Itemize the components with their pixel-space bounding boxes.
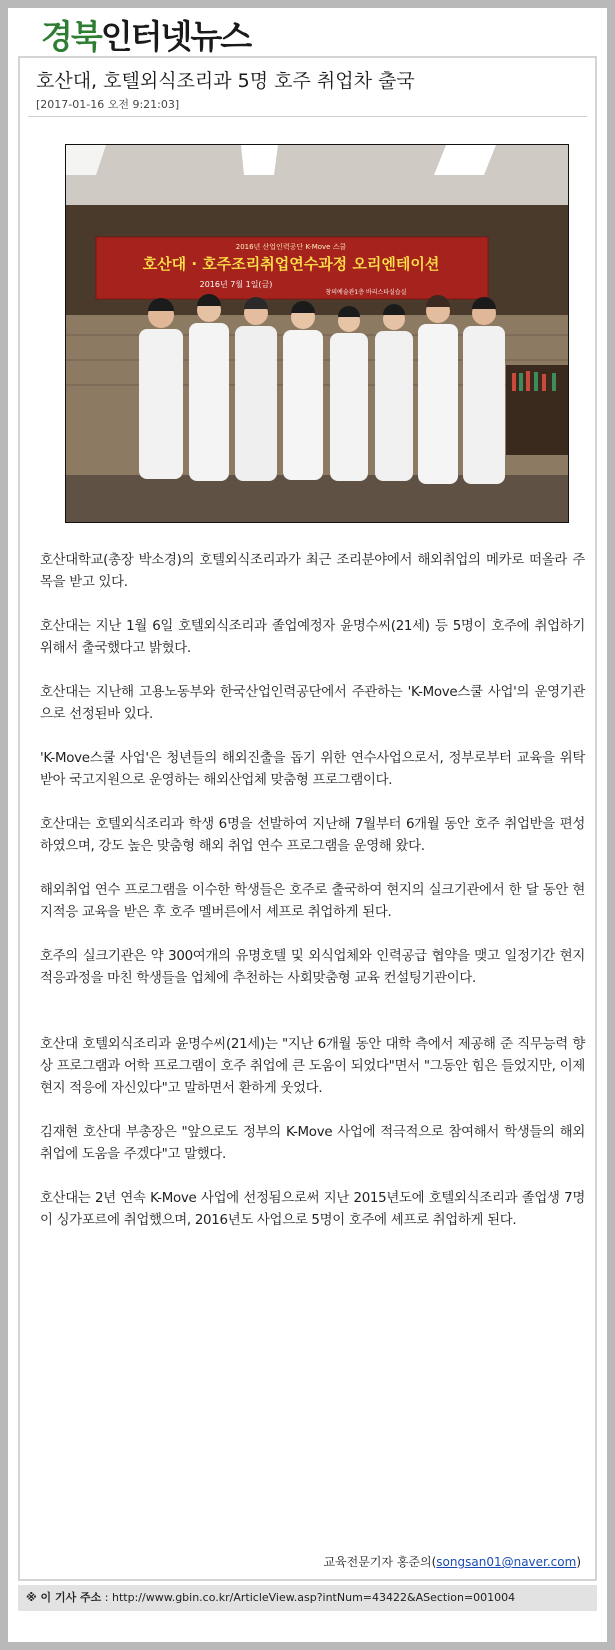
- title-divider: [28, 116, 587, 117]
- banner-top-text: 2016년 산업인력공단 K-Move 스쿨: [235, 243, 347, 251]
- article-paragraph: 호산대 호텔외식조리과 윤명수씨(21세)는 "지난 6개월 동안 대학 측에서 제공해 준 직무능력 향상 프로그램과 어학 프로그램이 호주 취업에 큰 도움이 되었다"면서 "그동안 힘은 들었지만, 이제 현지 적응에 자신있다"고 말하면서 환하게 웃었다.: [40, 1037, 585, 1096]
- article-paragraph: 호주의 실크기관은 약 300여개의 유명호텔 및 외식업체와 인력공급 협약을 맺고 일정기간 현지 적응과정을 마친 학생들을 업체에 추천하는 사회맞춤형 교육 컨설팅기관이다.: [40, 949, 585, 986]
- reporter-email-link[interactable]: songsan01@naver.com: [436, 1555, 577, 1569]
- article-paragraph: 해외취업 연수 프로그램을 이수한 학생들은 호주로 출국하여 현지의 실크기관에서 한 달 동안 현지적응 교육을 받은 후 호주 멜버른에서 셰프로 취업하게 된다.: [40, 883, 585, 920]
- article-container: [18, 56, 597, 1581]
- article-title: 호산대, 호텔외식조리과 5명 호주 취업차 출국: [36, 70, 415, 92]
- article-url-label: ※ 이 기사 주소: [26, 1591, 102, 1604]
- banner-date-text: 2016년 7월 1일(금): [199, 280, 273, 289]
- article-paragraph: 김재현 호산대 부총장은 "앞으로도 정부의 K-Move 사업에 적극적으로 참여해서 학생들의 해외취업에 도움을 주겠다"고 말했다.: [40, 1125, 585, 1162]
- banner-place-text: 창의예술관1층 바리스타실습실: [325, 289, 407, 296]
- article-paragraph: 'K-Move스쿨 사업'은 청년들의 해외진출을 돕기 위한 연수사업으로서, 정부로부터 교육을 위탁받아 국고지원으로 운영하는 해외산업체 맞춤형 프로그램이다.: [40, 751, 585, 788]
- article-body: [40, 550, 585, 1254]
- article-date: [2017-01-16 오전 9:21:03]: [36, 98, 180, 111]
- banner-main-text: 호산대 · 호주조리취업연수과정 오리엔테이션: [142, 255, 440, 273]
- article-photo: [65, 144, 569, 523]
- article-url[interactable]: http://www.gbin.co.kr/ArticleView.asp?intNum=43422&ASection=001004: [112, 1591, 516, 1604]
- article-paragraph: 호산대는 지난 1월 6일 호텔외식조리과 졸업예정자 윤명수씨(21세) 등 5명이 호주에 취업하기 위해서 출국했다고 밝혔다.: [40, 619, 585, 656]
- article-paragraph: 호산대는 호텔외식조리과 학생 6명을 선발하여 지난해 7월부터 6개월 동안 호주 취업반을 편성하였으며, 강도 높은 맞춤형 해외 취업 연수 프로그램을 운영해 왔다.: [40, 817, 585, 854]
- logo-part-internet-news: 인터넷뉴스: [100, 17, 251, 56]
- article-paragraph: 호산대는 2년 연속 K-Move 사업에 선정됨으로써 지난 2015년도에 호텔외식조리과 졸업생 7명이 싱가포르에 취업했으며, 2016년도 사업으로 5명이 호주에 셰프로 취업하게 된다.: [40, 1191, 585, 1228]
- site-logo[interactable]: [41, 14, 250, 59]
- page-frame: [8, 8, 607, 1642]
- photo-illustration: [66, 145, 568, 522]
- reporter-close-paren: ): [576, 1555, 581, 1569]
- article-url-separator: :: [101, 1591, 113, 1604]
- article-url-bar: [18, 1585, 597, 1611]
- logo-part-gyeongbuk: 경북: [41, 17, 101, 56]
- article-paragraph: 호산대학교(총장 박소경)의 호텔외식조리과가 최근 조리분야에서 해외취업의 메카로 떠올라 주목을 받고 있다.: [40, 553, 585, 590]
- reporter-byline: [323, 1553, 581, 1570]
- article-paragraph: 호산대는 지난해 고용노동부와 한국산업인력공단에서 주관하는 'K-Move스쿨 사업'의 운영기관으로 선정된바 있다.: [40, 685, 585, 722]
- reporter-name: 교육전문기자 홍준의(: [323, 1555, 437, 1569]
